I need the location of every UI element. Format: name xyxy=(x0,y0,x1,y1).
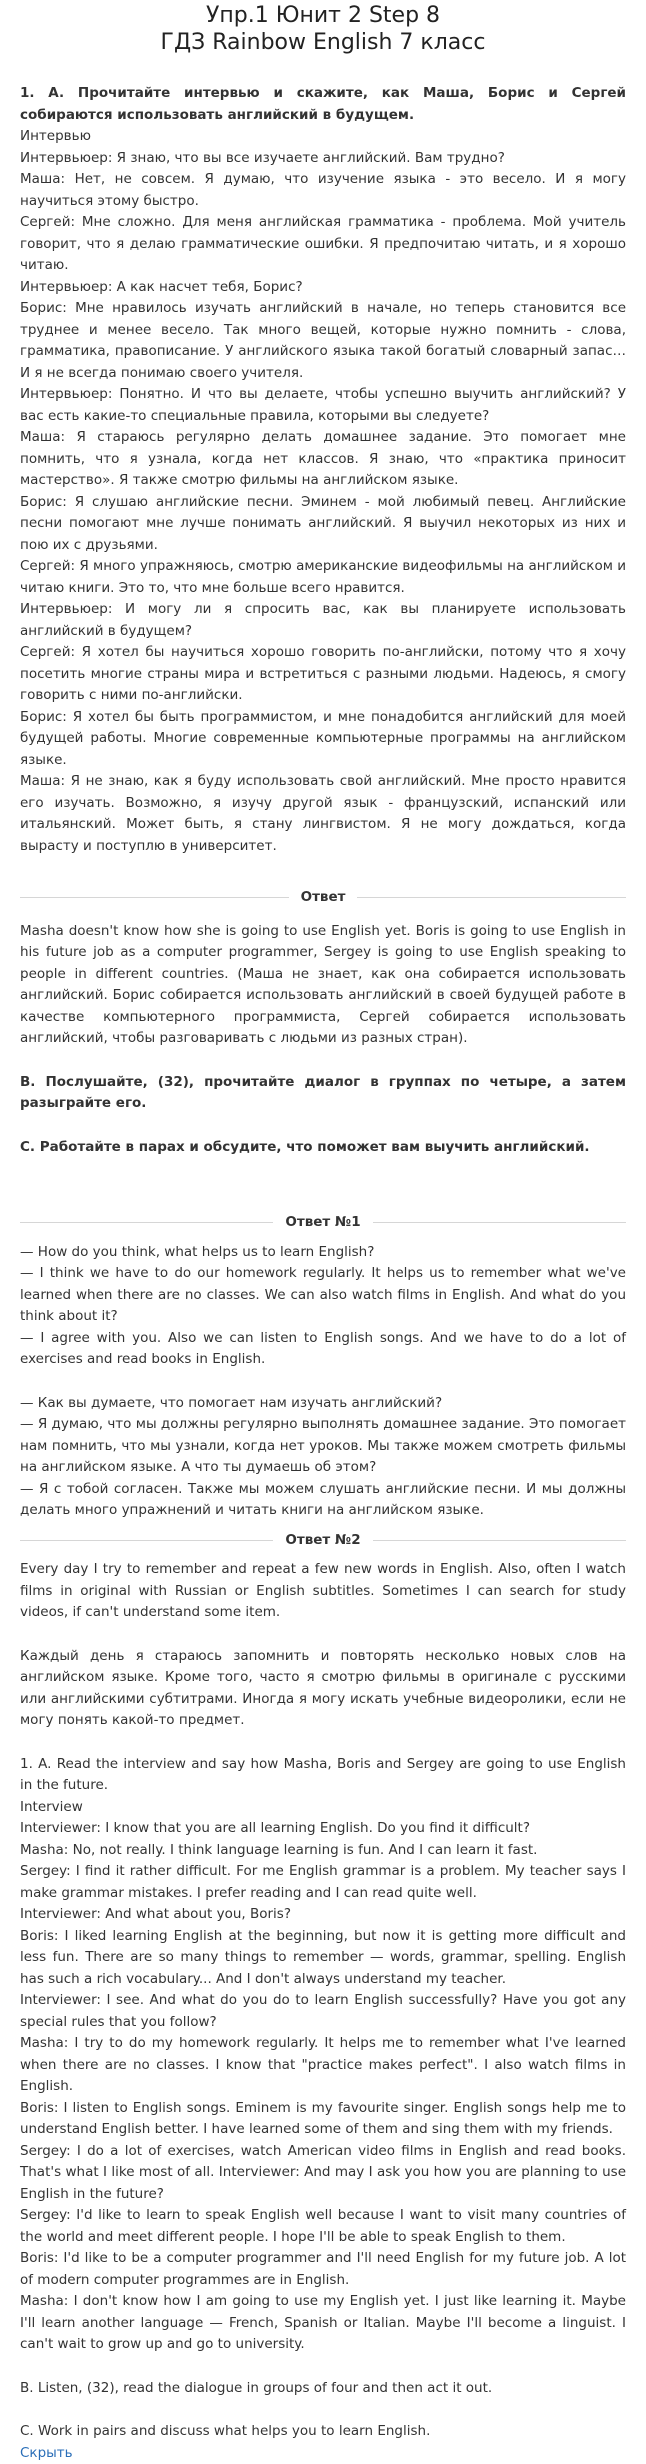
english-line: Sergey: I'd like to learn to speak English well because I want to visit many countries of the world and meet different people. I hope I'll be able to speak English to them. xyxy=(20,2207,626,2245)
page-title xyxy=(20,0,626,56)
dialogue-line: — I think we have to do our homework regularly. It helps us to remember what we've learned when there are no classes. We can also watch films in English. And what do you think about it? xyxy=(20,1265,626,1324)
answer-label: Ответ xyxy=(300,889,346,905)
answer-2-english: Every day I try to remember and repeat a few new words in English. Also, often I watch films in original with Russian or English subtitles. Sometimes I can search for study videos, if can't understand some item. xyxy=(20,1561,626,1620)
task-1-line: Борис: Я слушаю английские песни. Эминем - мой любимый певец. Английские песни помогают мне лучше понимать английский. Я выучил некоторых из них и пою их с друзьями. xyxy=(20,493,626,553)
answer-1-label: Ответ №1 xyxy=(285,1214,361,1230)
english-task-c: C. Work in pairs and discuss what helps you to learn English. xyxy=(20,2423,431,2439)
dialogue-line: — Как вы думаете, что помогает нам изучать английский? xyxy=(20,1394,443,1411)
task-1-line: Сергей: Я много упражняюсь, смотрю американские видеофильмы на английском и читаю книги. Это то, что мне больше всего нравится. xyxy=(20,558,626,596)
english-line: Masha: No, not really. I think language learning is fun. And I can learn it fast. xyxy=(20,1841,538,1858)
task-1-line: Сергей: Мне сложно. Для меня английская грамматика - проблема. Мой учитель говорит, что я делаю грамматические ошибки. Я предпочитаю читать, и я хорошо читаю. xyxy=(20,214,626,273)
task-1-line: Сергей: Я хотел бы научиться хорошо говорить по-английски, потому что я хочу посетить многие страны мира и встретиться с разными людьми. Надеюсь, я смогу говорить с ними по-английски. xyxy=(20,644,626,703)
task-1-line: Интервьюер: Понятно. И что вы делаете, чтобы успешно выучить английский? У вас есть какие-то специальные правила, которыми вы следуете? xyxy=(20,386,626,424)
task-1-line: Интервьюер: А как насчет тебя, Борис? xyxy=(20,278,303,295)
page-title-line-1: Упр.1 Юнит 2 Step 8 xyxy=(205,3,441,28)
answer-1-russian xyxy=(20,1393,626,1522)
english-line: Masha: I try to do my homework regularly. It helps me to remember what I've learned when there are no classes. I know that "practice makes perfect". I also watch films in English. xyxy=(20,2035,626,2094)
answer-separator xyxy=(20,887,626,909)
dialogue-line: — I agree with you. Also we can listen to English songs. And we have to do a lot of exercises and read books in English. xyxy=(20,1329,626,1367)
task-1-text xyxy=(20,126,626,857)
answer-1-separator xyxy=(20,1212,626,1234)
task-1-line: Маша: Нет, не совсем. Я думаю, что изучение языка - это весело. И я могу научиться этому быстро. xyxy=(20,171,626,209)
english-line: Sergey: I find it rather difficult. For me English grammar is a problem. My teacher says I make grammar mistakes. I prefer reading and I can read quite well. xyxy=(20,1863,626,1901)
dialogue-line: — How do you think, what helps us to learn English? xyxy=(20,1243,375,1260)
task-1-line: Интервью xyxy=(20,128,91,144)
hide-link[interactable]: Скрыть xyxy=(20,2444,73,2461)
task-c-heading: C. Работайте в парах и обсудите, что поможет вам выучить английский. xyxy=(20,1138,590,1155)
english-version xyxy=(20,1754,626,2356)
english-line: Interviewer: I see. And what do you do to learn English successfully? Have you got any special rules that you follow? xyxy=(20,1992,626,2030)
english-line: Boris: I liked learning English at the beginning, but now it is getting more difficult and less fun. There are so many things to remember — words, grammar, spelling. English has such a rich vocabulary... And I don't always understand my teacher. xyxy=(20,1927,626,1987)
task-1-line: Интервьюер: Я знаю, что вы все изучаете английский. Вам трудно? xyxy=(20,149,505,166)
english-task-b: B. Listen, (32), read the dialogue in groups of four and then act it out. xyxy=(20,2379,493,2396)
dialogue-line: — Я думаю, что мы должны регулярно выполнять домашнее задание. Это помогает нам помнить, что мы узнали, когда нет уроков. Мы также можем смотреть фильмы на английском языке. А что ты думаешь об этом? xyxy=(20,1416,626,1475)
answer-2-label: Ответ №2 xyxy=(285,1531,361,1548)
english-line: Interviewer: And what about you, Boris? xyxy=(20,1906,291,1922)
task-1-line: Борис: Я хотел бы быть программистом, и мне понадобится английский для моей будущей работы. Многие современные компьютерные программы на английском языке. xyxy=(20,708,626,768)
english-line: Interviewer: I know that you are all learning English. Do you find it difficult? xyxy=(20,1820,531,1836)
task-1-heading: 1. A. Прочитайте интервью и скажите, как Маша, Борис и Сергей собираются использовать английский в будущем. xyxy=(20,85,626,123)
task-1 xyxy=(20,83,626,857)
english-line: Boris: I'd like to be a computer programmer and I'll need English for my future job. A lot of modern computer programmes are in English. xyxy=(20,2250,626,2288)
task-1-line: Маша: Я не знаю, как я буду использовать свой английский. Мне просто нравится его изучать. Возможно, я изучу другой язык - французский, испанский или итальянский. Может быть, я стану лингвистом. Я не могу дождаться, когда вырасту и поступлю в университет. xyxy=(20,773,626,854)
task-1-line: Интервьюер: И могу ли я спросить вас, как вы планируете использовать английский в будущем? xyxy=(20,601,626,639)
english-line: Masha: I don't know how I am going to use my English yet. I just like learning it. Maybe I'll learn another language — French, Spanish or Italian. Maybe I'll become a linguist. I can't wait to grow up and go to university. xyxy=(20,2293,626,2352)
answer-2-separator xyxy=(20,1530,626,1552)
task-1-line: Борис: Мне нравилось изучать английский в начале, но теперь становится все труднее и менее весело. Так много вещей, которые нужно помнить - слова, грамматика, правописание. У английского языка такой богатый словарный запас… И я не всегда понимаю своего учителя. xyxy=(20,300,626,381)
english-line: Boris: I listen to English songs. Eminem is my favourite singer. English songs help me to understand English better. I have learned some of them and sing them with my friends. xyxy=(20,2099,626,2137)
answer-text: Masha doesn't know how she is going to use English yet. Boris is going to use English in his future job as a computer programmer, Sergey is going to use English speaking to people in different countries. (Маша не знает, как она собирается использовать английский. Борис собирается использовать английский в своей будущей работе в качестве компьютерного программиста, Сергей собирается использовать английский, чтобы разговаривать с людьми из разных стран). xyxy=(20,922,626,1046)
english-line: 1. A. Read the interview and say how Masha, Boris and Sergey are going to use English in the future. xyxy=(20,1755,626,1793)
answer-1-english xyxy=(20,1242,626,1371)
task-b-heading: B. Послушайте, (32), прочитайте диалог в группах по четыре, а затем разыграйте его. xyxy=(20,1073,626,1111)
english-line: Interview xyxy=(20,1798,83,1815)
page-title-line-2: ГДЗ Rainbow English 7 класс xyxy=(160,30,486,55)
english-line: Sergey: I do a lot of exercises, watch American video films in English and read books. That's what I like most of all. Interviewer: And may I ask you how you are planning to use English in the future? xyxy=(20,2142,626,2202)
answer-2-russian: Каждый день я стараюсь запомнить и повторять несколько новых слов на английском языке. Кроме того, часто я смотрю фильмы в оригинале с русскими или английскими субтитрами. Иногда я могу искать учебные видеоролики, если не могу понять какой-то предмет. xyxy=(20,1647,626,1728)
task-1-line: Маша: Я стараюсь регулярно делать домашнее задание. Это помогает мне помнить, что я узнала, когда нет классов. Я знаю, что «практика приносит мастерство». Я также смотрю фильмы на английском языке. xyxy=(20,429,626,488)
dialogue-line: — Я с тобой согласен. Также мы можем слушать английские песни. И мы должны делать много упражнений и читать книги на английском языке. xyxy=(20,1480,626,1518)
